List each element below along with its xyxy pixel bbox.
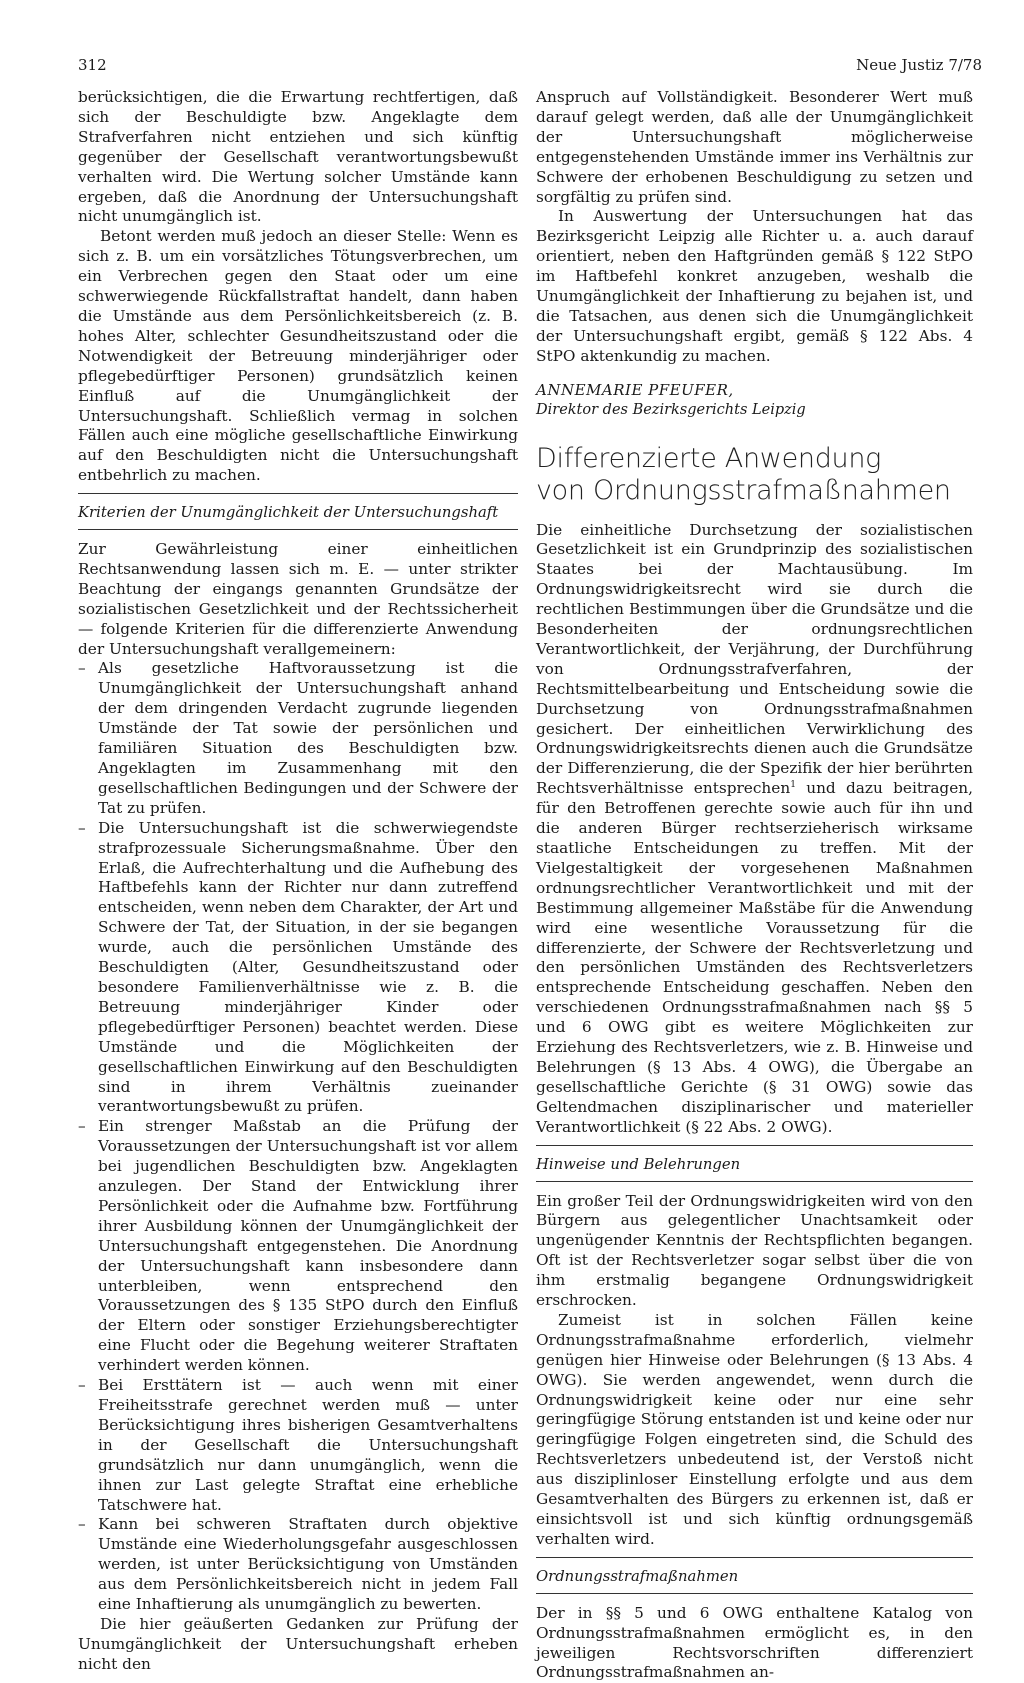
left-column bbox=[78, 88, 518, 1675]
section2-rule-top bbox=[536, 1145, 973, 1146]
left-paragraph-1: berücksichtigen, die die Erwartung rechtfertigen, daß sich der Beschuldigte bzw. Angeklagte dem Strafverfahren nicht entziehen und sich künftig gegenüber der Gesellschaft verantwortungsbewußt verhalten wird. Die Wertung solcher Umstände kann ergeben, daß die Anordnung der Untersuchungshaft nicht unumgänglich ist. bbox=[78, 88, 518, 226]
criteria-item: – Die Untersuchungshaft ist die schwerwiegendste strafprozessuale Sicherungsmaßnahme. Über den Erlaß, die Aufrechterhaltung und die Aufhebung des Haftbefehls kann der Richter nur dann zutreffend entscheiden, wenn neben dem Charakter, der Art und Schwere der Tat, der Situation, in der sie begangen wurde, auch die persönlichen Umstände des Beschuldigten (Alter, Gesundheitszustand oder besondere Familienverhältnisse wie z. B. die Betreuung minderjähriger Kinder oder pflegebedürftiger Personen) beachtet werden. Diese Umstände und die Möglichkeiten der gesellschaftlichen Einwirkung auf den Beschuldigten sind in ihrem Verhältnis zueinander verantwortungsbewußt zu prüfen. bbox=[78, 819, 518, 1118]
criteria-intro: Zur Gewährleistung einer einheitlichen Rechtsanwendung lassen sich m. E. — unter strikter Beachtung der eingangs genannten Grundsätze der sozialistischen Gesetzlichkeit und der Rechtssicherheit — folgende Kriterien für die differenzierte Anwendung der Untersuchungshaft verallgemeinern: bbox=[78, 540, 518, 658]
article-paragraph-1-part-b: und dazu beitragen, für den Betroffenen gerechte sowie auch für ihn und die anderen Bürger rechtserzieherisch wirksame staatliche Entscheidungen zu treffen. Mit der Vielgestaltigkeit der vorgesehenen Maßnahmen ordnungsrechtlicher Verantwortlichkeit und mit der Bestimmung allgemeiner Maßstäbe für die Anwendung wird eine wesentliche Voraussetzung für die differenzierte, der Schwere der Rechtsverletzung und den persönlichen Umständen des Rechtsverletzers entsprechende Entscheidung geschaffen. Neben den verschiedenen Ordnungsstrafmaßnahmen nach §§ 5 und 6 OWG gibt es weitere Möglichkeiten zur Erziehung des Rechtsverletzers, wie z. B. Hinweise und Belehrungen (§ 13 Abs. 4 OWG), die Übergabe an gesellschaftliche Gerichte (§ 31 OWG) sowie das Geltendmachen disziplinarischer und materieller Verantwortlichkeit (§ 22 Abs. 2 OWG). bbox=[536, 779, 973, 1136]
criteria-item: – Als gesetzliche Haftvoraussetzung ist die Unumgänglichkeit der Untersuchungshaft anhand der dem dringenden Verdacht zugrunde liegenden Umstände der Tat sowie der persönlichen und familiären Situation des Beschuldigten bzw. Angeklagten im Zusammenhang mit den gesellschaftlichen Bedingungen und der Schwere der Tat zu prüfen. bbox=[78, 659, 518, 818]
section-rule-bottom bbox=[78, 529, 518, 530]
section-heading-kriterien: Kriterien der Unumgänglichkeit der Untersuchungshaft bbox=[78, 504, 499, 522]
article-paragraph-3: Zumeist ist in solchen Fällen keine Ordnungsstrafmaßnahme erforderlich, vielmehr genügen hier Hinweise oder Belehrungen (§ 13 Abs. 4 OWG). Sie werden angewendet, wenn durch die Ordnungswidrigkeit keine oder nur eine sehr geringfügige Störung entstanden ist und keine oder nur geringfügige Folgen eingetreten sind, die Schuld des Rechtsverletzers unbedeutend ist, der Verstoß nicht aus disziplinloser Einstellung erfolgte und aus dem Gesamtverhalten des Bürgers zu erkennen ist, daß er einsichtsvoll ist und sich künftig ordnungsgemäß verhalten wird. bbox=[536, 1310, 973, 1548]
author-title: Direktor des Bezirksgerichts Leipzig bbox=[536, 401, 806, 418]
criteria-list bbox=[78, 659, 518, 1615]
right-column bbox=[536, 88, 973, 1683]
journal-issue: Neue Justiz 7/78 bbox=[856, 56, 982, 74]
right-paragraph-1: Anspruch auf Vollständigkeit. Besonderer Wert muß darauf gelegt werden, daß alle der Unumgänglichkeit der Untersuchungshaft möglicherweise entgegenstehenden Umstände immer ins Verhältnis zur Schwere der erhobenen Beschuldigung zu setzen und sorgfältig zu prüfen sind. bbox=[536, 88, 973, 206]
criteria-item: – Ein strenger Maßstab an die Prüfung der Voraussetzungen der Untersuchungshaft ist vor allem bei jugendlichen Beschuldigten bzw. Angeklagten anzulegen. Der Stand der Entwicklung ihrer Persönlichkeit oder die Aufnahme bzw. Fortführung ihrer Ausbildung können der Unumgänglichkeit der Untersuchungshaft entgegenstehen. Die Anordnung der Untersuchungshaft kann insbesondere dann unterbleiben, wenn entsprechend den Voraussetzungen des § 135 StPO durch den Einfluß der Eltern oder sonstiger Erziehungsberechtigter eine Flucht oder die Begehung weiterer Straftaten verhindert werden können. bbox=[78, 1117, 518, 1376]
footnote-mark: 1 bbox=[790, 780, 796, 791]
article-paragraph-1 bbox=[536, 521, 973, 1138]
criteria-item: – Kann bei schweren Straftaten durch objektive Umstände eine Wiederholungsgefahr ausgeschlossen werden, ist unter Berücksichtigung von Umständen aus dem Persönlichkeitsbereich nicht in jedem Fall eine Inhaftierung als unumgänglich zu bewerten. bbox=[78, 1515, 518, 1615]
article-paragraph-1-part-a: Die einheitliche Durchsetzung der sozialistischen Gesetzlichkeit ist ein Grundprinzip des sozialistischen Staates bei der Machtausübung. Im Ordnungswidrigkeitsrecht wird sie durch die rechtlichen Bestimmungen über die Grundsätze und die Besonderheiten der ordnungsrechtlichen Verantwortlichkeit, der Verjährung, der Durchführung von Ordnungsstrafverfahren, der Rechtsmittelbearbeitung und Entscheidung sowie die Durchsetzung von Ordnungsstrafmaßnahmen gesichert. Der einheitlichen Verwirklichung des Ordnungswidrigkeitsrechts dienen auch die Grundsätze der Differenzierung, die der Spezifik der hier berührten Rechtsverhältnisse entsprechen bbox=[536, 520, 973, 798]
article-paragraph-4: Der in §§ 5 und 6 OWG enthaltene Katalog von Ordnungsstrafmaßnahmen ermöglicht es, in den jeweiligen Rechtsvorschriften differenziert Ordnungsstrafmaßnahmen an- bbox=[536, 1603, 973, 1682]
page-header bbox=[78, 56, 982, 74]
left-paragraph-2: Betont werden muß jedoch an dieser Stelle: Wenn es sich z. B. um ein vorsätzliches Tötungsverbrechen, um ein Verbrechen gegen den Staat oder um eine schwerwiegende Rückfallstraftat handelt, dann haben die Umstände aus dem Persönlichkeitsbereich (z. B. hohes Alter, schlechter Gesundheitszustand oder die Notwendigkeit der Betreuung minderjähriger oder pflegebedürftiger Personen) grundsätzlich keinen Einfluß auf die Unumgänglichkeit der Untersuchungshaft. Schließlich vermag in solchen Fällen auch eine mögliche gesellschaftliche Einwirkung auf den Beschuldigten nicht die Untersuchungshaft entbehrlich zu machen. bbox=[78, 227, 518, 485]
section-rule-top bbox=[78, 493, 518, 494]
left-closing-paragraph: Die hier geäußerten Gedanken zur Prüfung der Unumgänglichkeit der Untersuchungshaft erheben nicht den bbox=[78, 1614, 518, 1673]
criteria-item: – Bei Ersttätern ist — auch wenn mit einer Freiheitsstrafe gerechnet werden muß — unter Berücksichtigung ihres bisherigen Gesamtverhaltens in der Gesellschaft die Untersuchungshaft grundsätzlich nur dann unumgänglich, wenn die ihnen zur Last gelegte Straftat eine erhebliche Tatschwere hat. bbox=[78, 1376, 518, 1515]
section3-rule-top bbox=[536, 1557, 973, 1558]
section-heading-hinweise: Hinweise und Belehrungen bbox=[536, 1155, 741, 1173]
section2-rule-bottom bbox=[536, 1181, 973, 1182]
page-number: 312 bbox=[78, 56, 107, 74]
article-title bbox=[536, 443, 973, 507]
section3-rule-bottom bbox=[536, 1593, 973, 1594]
article-paragraph-2: Ein großer Teil der Ordnungswidrigkeiten wird von den Bürgern aus gelegentlicher Unachtsamkeit oder ungenügender Kenntnis der Rechtspflichten begangen. Oft ist der Rechtsverletzer sogar selbst über die von ihm erstmalig begangene Ordnungswidrigkeit erschrocken. bbox=[536, 1191, 973, 1310]
article-title-line-1: Differenzierte Anwendung bbox=[536, 442, 882, 474]
right-paragraph-2: In Auswertung der Untersuchungen hat das Bezirksgericht Leipzig alle Richter u. a. auch darauf orientiert, neben den Haftgründen gemäß § 122 StPO im Haftbefehl konkret anzugeben, weshalb die Unumgänglichkeit der Inhaftierung zu bejahen ist, und die Tatsachen, aus denen sich die Unumgänglichkeit der Untersuchungshaft ergibt, gemäß § 122 Abs. 4 StPO aktenkundig zu machen. bbox=[536, 207, 973, 365]
section-heading-ordnungsstrafmassnahmen: Ordnungsstrafmaßnahmen bbox=[536, 1567, 739, 1585]
author-name: ANNEMARIE PFEUFER, bbox=[536, 380, 734, 399]
article-title-line-2: von Ordnungsstrafmaßnahmen bbox=[536, 474, 951, 506]
